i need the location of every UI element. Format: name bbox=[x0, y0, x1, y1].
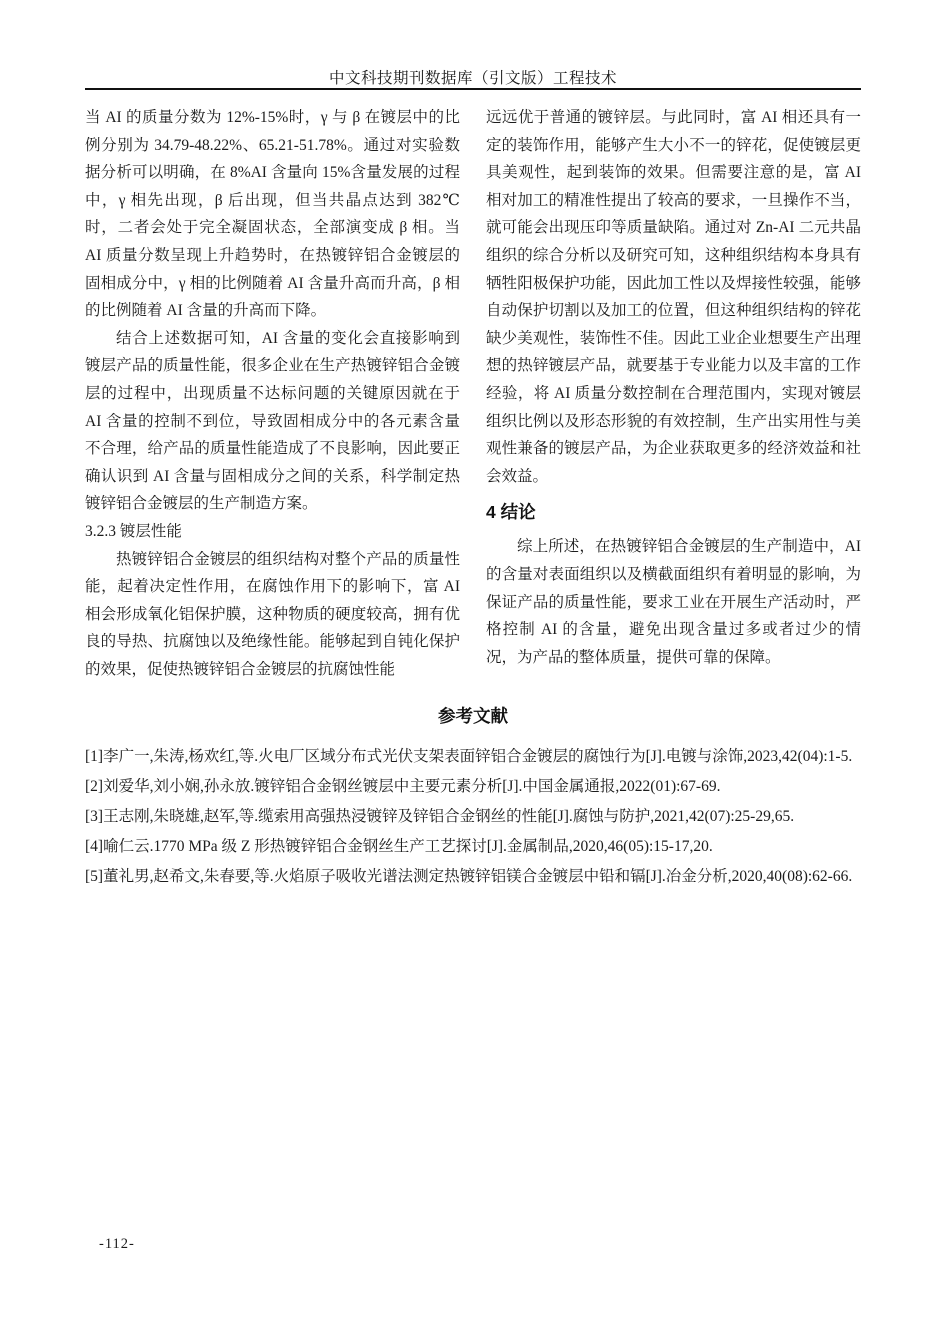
section-heading-conclusion: 4 结论 bbox=[486, 502, 536, 523]
two-column-body bbox=[85, 104, 861, 683]
conclusion-paragraph: 综上所述，在热镀锌铝合金镀层的生产制造中，AI 的含量对表面组织以及横截面组织有着明显的影响，为保证产品的质量性能，要求工业在开展生产活动时，严格控制 AI 的含量，避免出现含量过多或者过少的情况，为产品的整体质量，提供可靠的保障。 bbox=[486, 538, 861, 666]
references-heading: 参考文献 bbox=[438, 706, 508, 726]
subsection-heading-3-2-3: 3.2.3 镀层性能 bbox=[85, 522, 182, 540]
body-paragraph-continued: 远远优于普通的镀锌层。与此同时，富 AI 相还具有一定的装饰作用，能够产生大小不一的锌花，促使镀层更具美观性，起到装饰的效果。但需要注意的是，富 AI 相对加工的精准性提出了较高的要求，一旦操作不当，就可能会出现压印等质量缺陷。通过对 Zn-AI 二元共晶组织的综合分析以及研究可知，这种组织结构本身具有牺牲阳极保护功能，因此加工性以及焊接性较强，能够自动保护切割以及加工的位置，但这种组织结构的锌花缺少美观性，装饰性不佳。因此工业企业想要生产出理想的热锌镀层产品，就要基于专业能力以及丰富的工作经验，将 AI 质量分数控制在合理范围内，实现对镀层组织比例以及形态形貌的有效控制，生产出实用性与美观性兼备的镀层产品，为企业获取更多的经济效益和社会效益。 bbox=[486, 109, 861, 485]
journal-header: 中文科技期刊数据库（引文版）工程技术 bbox=[328, 70, 617, 87]
reference-item: [1]李广一,朱涛,杨欢红,等.火电厂区域分布式光伏支架表面锌铝合金镀层的腐蚀行为[J].电镀与涂饰,2023,42(04):1-5. bbox=[85, 748, 853, 765]
body-paragraph: 结合上述数据可知，AI 含量的变化会直接影响到镀层产品的质量性能，很多企业在生产热镀锌铝合金镀层的过程中，出现质量不达标问题的关键原因就在于 AI 含量的控制不到位，导致固相成分中的各元素含量不合理，给产品的质量性能造成了不良影响，因此要正确认识到 AI 含量与固相成分之间的关系，科学制定热镀锌铝合金镀层的生产制造方案。 bbox=[85, 329, 460, 513]
body-paragraph: 热镀锌铝合金镀层的组织结构对整个产品的质量性能，起着决定性作用，在腐蚀作用下的影响下，富 AI 相会形成氧化铝保护膜，这种物质的硬度较高，拥有优良的导热、抗腐蚀以及绝缘性能。能够起到自钝化保护的效果，促使热镀锌铝合金镀层的抗腐蚀性能 bbox=[85, 550, 460, 678]
page-number: -112- bbox=[99, 1236, 135, 1252]
body-paragraph-continued: 当 AI 的质量分数为 12%-15%时，γ 与 β 在镀层中的比例分别为 34.79-48.22%、65.21-51.78%。通过对实验数据分析可以明确，在 8%AI 含量向 15%含量发展的过程中，γ 相先出现，β 后出现，但当共晶点达到 382℃时，二者会处于完全凝固状态，全部演变成 β 相。当 AI 质量分数呈现上升趋势时，在热镀锌铝合金镀层的固相成分中，γ 相的比例随着 AI 含量升高而升高，β 相的比例随着 AI 含量的升高而下降。 bbox=[85, 109, 460, 320]
reference-item: [3]王志刚,朱晓雄,赵军,等.缆索用高强热浸镀锌及锌铝合金钢丝的性能[J].腐蚀与防护,2021,42(07):25-29,65. bbox=[85, 808, 795, 825]
reference-item: [4]喻仁云.1770 MPa 级 Z 形热镀锌铝合金钢丝生产工艺探讨[J].金属制品,2020,46(05):15-17,20. bbox=[85, 838, 713, 855]
left-column bbox=[85, 104, 460, 683]
right-column bbox=[486, 104, 861, 683]
header-rule bbox=[85, 88, 861, 90]
references-section bbox=[85, 703, 861, 892]
reference-item: [2]刘爱华,刘小娴,孙永放.镀锌铝合金钢丝镀层中主要元素分析[J].中国金属通报,2022(01):67-69. bbox=[85, 778, 721, 795]
reference-item: [5]董礼男,赵希文,朱春要,等.火焰原子吸收光谱法测定热镀锌铝镁合金镀层中铅和镉[J].冶金分析,2020,40(08):62-66. bbox=[85, 868, 853, 885]
